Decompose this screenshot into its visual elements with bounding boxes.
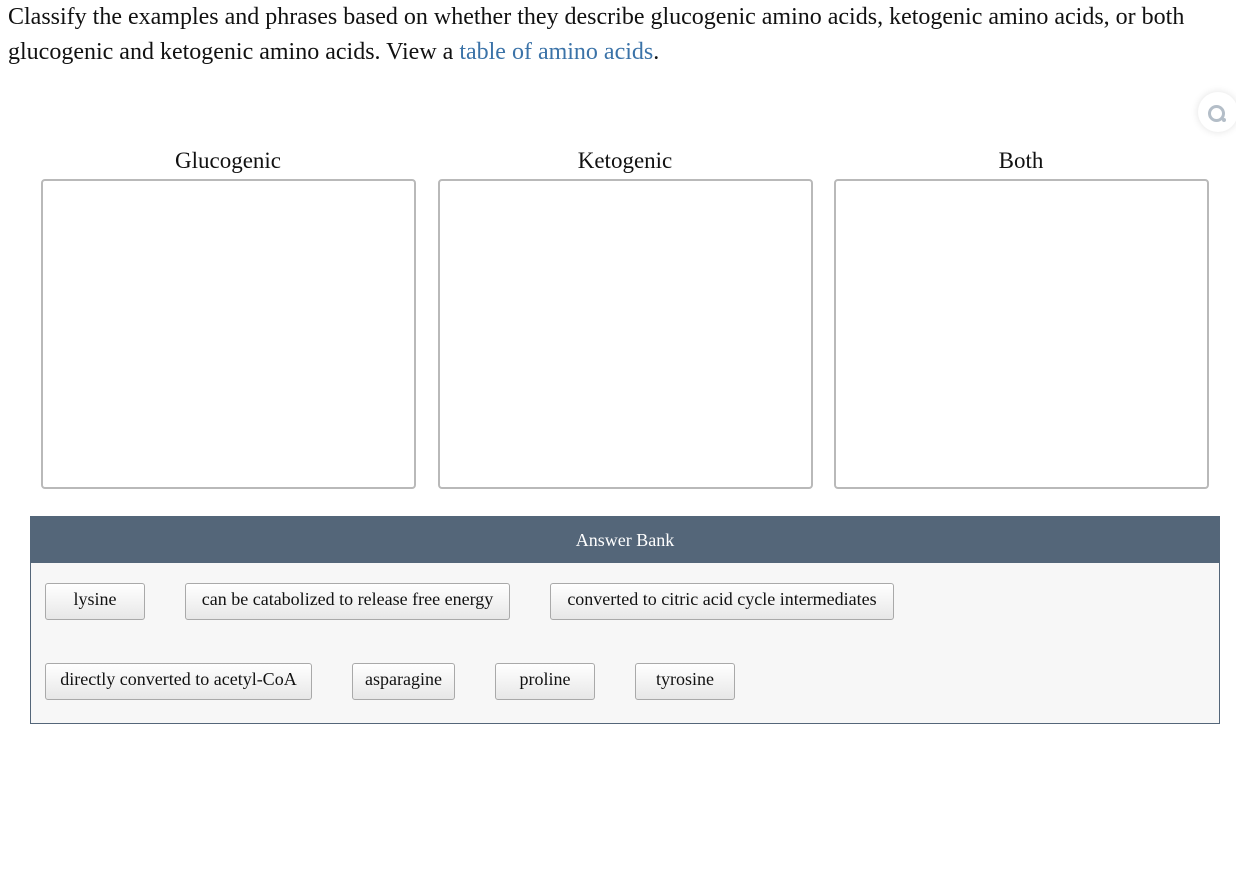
hint-icon-dot <box>1222 118 1226 122</box>
amino-acid-table-link[interactable]: table of amino acids <box>459 39 654 65</box>
hint-button[interactable] <box>1198 92 1236 132</box>
bin-label-both: Both <box>998 148 1044 173</box>
answer-bank <box>30 516 1220 724</box>
answer-chip-asparagine[interactable]: asparagine <box>352 663 455 700</box>
answer-chip-proline[interactable]: proline <box>495 663 595 700</box>
answer-bank-title: Answer Bank <box>31 517 1219 563</box>
bin-label-ketogenic: Ketogenic <box>577 148 673 173</box>
bin-glucogenic[interactable] <box>41 179 416 489</box>
instructions <box>8 0 1218 70</box>
answer-chip-tyrosine[interactable]: tyrosine <box>635 663 735 700</box>
bin-both[interactable] <box>834 179 1209 489</box>
answer-chip-acetyl-coa[interactable]: directly converted to acetyl-CoA <box>45 663 312 700</box>
answer-chip-lysine[interactable]: lysine <box>45 583 145 620</box>
bin-ketogenic[interactable] <box>438 179 813 489</box>
instructions-text: Classify the examples and phrases based on whether they describe glucogenic amino acids, ketogenic amino acids, or both glucogenic and ketogenic amino acids. View a <box>8 4 1185 65</box>
answer-chip-citric-acid[interactable]: converted to citric acid cycle intermediates <box>550 583 894 620</box>
bin-label-glucogenic: Glucogenic <box>174 148 281 173</box>
instructions-period: . <box>653 39 660 65</box>
answer-chip-catabolized[interactable]: can be catabolized to release free energy <box>185 583 510 620</box>
